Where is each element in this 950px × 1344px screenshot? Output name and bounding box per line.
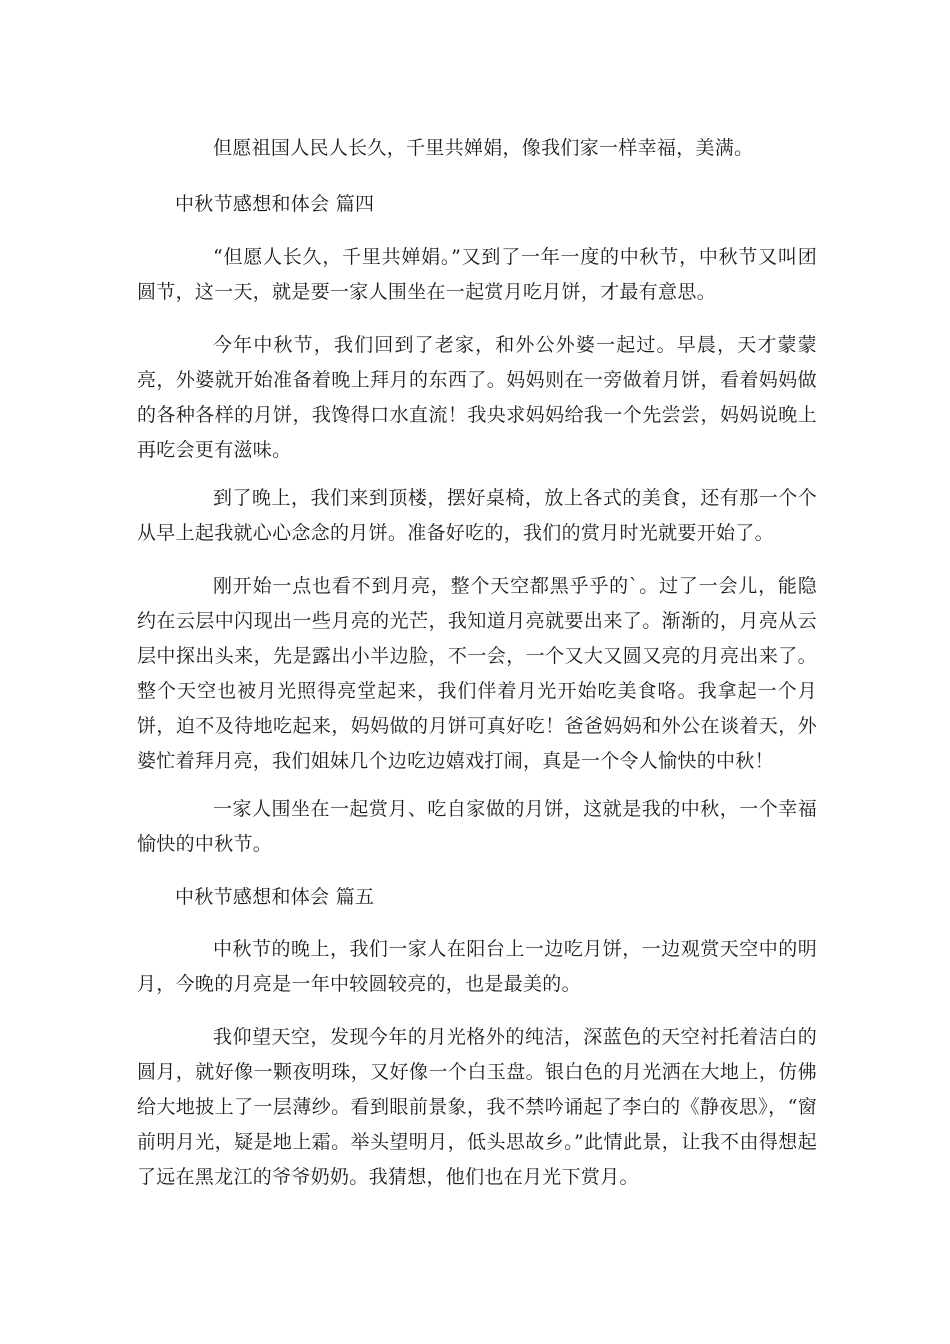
paragraph: “但愿人长久，千里共婵娟。”又到了一年一度的中秋节，中秋节又叫团圆节，这一天，就是要一家人围坐在一起赏月吃月饼，才最有意思。: [137, 246, 817, 303]
section-heading: 中秋节感想和体会 篇五: [175, 886, 375, 908]
paragraph: 中秋节的晚上，我们一家人在阳台上一边吃月饼，一边观赏天空中的明月，今晚的月亮是一年中较圆较亮的，也是最美的。: [137, 938, 817, 995]
paragraph: 我仰望天空，发现今年的月光格外的纯洁，深蓝色的天空衬托着洁白的圆月，就好像一颗夜明珠，又好像一个白玉盘。银白色的月光洒在大地上，仿佛给大地披上了一层薄纱。看到眼前景象，我不禁吟诵起了李白的《静夜思》，“窗前明月光，疑是地上霜。举头望明月，低头思故乡。”此情此景，让我不由得想起了远在黑龙江的爷爷奶奶。我猜想，他们也在月光下赏月。: [137, 1026, 817, 1188]
paragraph: 刚开始一点也看不到月亮，整个天空都黑乎乎的`。过了一会儿，能隐约在云层中闪现出一些月亮的光芒，我知道月亮就要出来了。渐渐的，月亮从云层中探出头来，先是露出小半边脸，不一会，一个又大又圆又亮的月亮出来了。整个天空也被月光照得亮堂起来，我们伴着月光开始吃美食咯。我拿起一个月饼，迫不及待地吃起来，妈妈做的月饼可真好吃！爸爸妈妈和外公在谈着天，外婆忙着拜月亮，我们姐妹几个边吃边嬉戏打闹，真是一个令人愉快的中秋！: [137, 575, 817, 772]
paragraph: 但愿祖国人民人长久，千里共婵娟，像我们家一样幸福，美满。: [213, 137, 754, 159]
paragraph: 今年中秋节，我们回到了老家，和外公外婆一起过。早晨，天才蒙蒙亮，外婆就开始准备着晚上拜月的东西了。妈妈则在一旁做着月饼，看着妈妈做的各种各样的月饼，我馋得口水直流！我央求妈妈给我一个先尝尝，妈妈说晚上再吃会更有滋味。: [137, 334, 817, 461]
paragraph: 一家人围坐在一起赏月、吃自家做的月饼，这就是我的中秋，一个幸福愉快的中秋节。: [137, 798, 817, 855]
section-heading: 中秋节感想和体会 篇四: [175, 193, 375, 215]
paragraph: 到了晚上，我们来到顶楼，摆好桌椅，放上各式的美食，还有那一个个从早上起我就心心念念的月饼。准备好吃的，我们的赏月时光就要开始了。: [137, 487, 817, 544]
